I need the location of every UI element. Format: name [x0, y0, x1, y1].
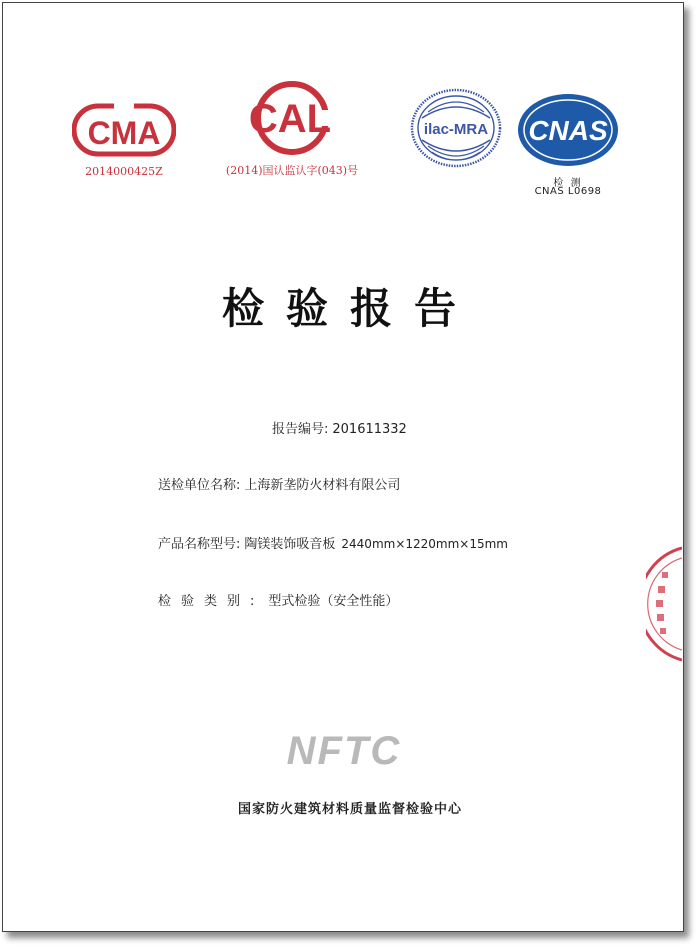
- cal-approval-number: (2014)国认监认字(043)号: [225, 164, 359, 177]
- report-title: 检验报告: [221, 284, 478, 333]
- nftc-mark-text: NFTC: [286, 729, 402, 772]
- issuing-center-name: 国家防火建筑材料质量监督检验中心: [237, 802, 462, 817]
- product-size: 2440mm×1220mm×15mm: [341, 537, 508, 551]
- cnas-registration-number: CNAS L0698: [534, 186, 602, 197]
- test-type-field: [158, 590, 398, 609]
- client-field: [158, 474, 400, 493]
- cma-mark-text: CMA: [87, 115, 161, 151]
- cal-mark-text: CAL: [248, 97, 332, 141]
- test-type-value: 型式检验（安全性能）: [268, 594, 399, 609]
- product-field: [158, 533, 508, 552]
- official-seal-icon: [646, 544, 682, 664]
- cma-number: 2014000425Z: [85, 165, 163, 178]
- cnas-logo: [516, 92, 620, 168]
- product-value: 陶镁装饰吸音板: [244, 537, 336, 552]
- cnas-mark-text: CNAS: [528, 115, 608, 146]
- test-type-label: 检验类别:: [158, 594, 265, 609]
- ilac-mark-text: ilac-MRA: [423, 121, 489, 138]
- report-number-field: [272, 418, 407, 437]
- cnas-test-caption: 检 测: [553, 178, 583, 189]
- client-label: 送检单位名称:: [158, 478, 241, 493]
- client-value: 上海新垄防火材料有限公司: [244, 478, 401, 493]
- report-number-label: 报告编号:: [272, 422, 329, 437]
- cma-logo: [72, 100, 176, 160]
- cal-logo: [246, 80, 338, 156]
- product-label: 产品名称型号:: [158, 537, 241, 552]
- report-number-value: 201611332: [332, 422, 407, 437]
- ilac-mra-logo: [408, 88, 504, 168]
- nftc-logo: [268, 728, 420, 772]
